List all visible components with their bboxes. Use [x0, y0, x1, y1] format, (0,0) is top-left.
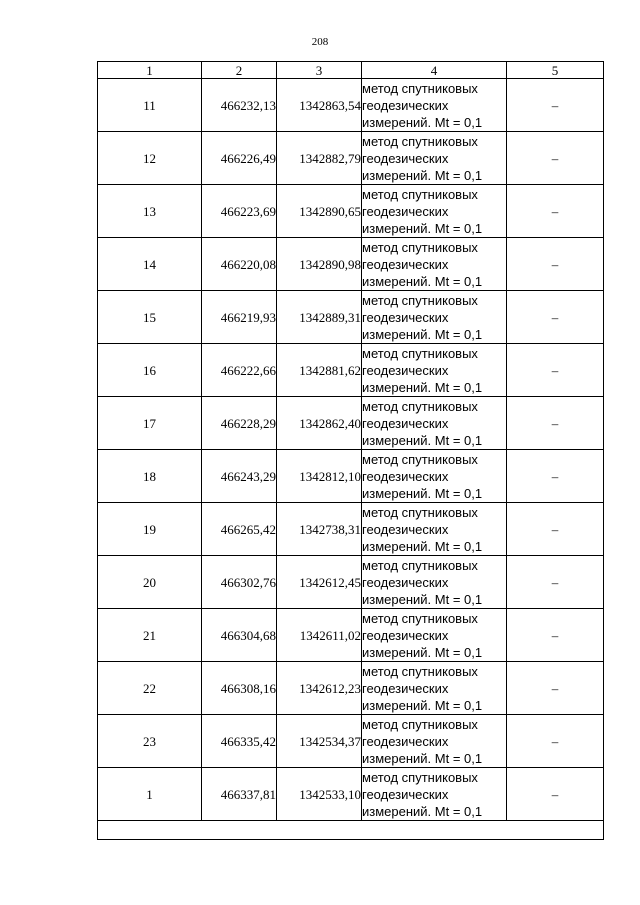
method-line: метод спутниковых — [362, 610, 478, 626]
method-line: измерений. Mt = 0,1 — [362, 379, 483, 395]
header-cell-5: 5 — [507, 62, 604, 79]
coordinate-y: 1342533,10 — [277, 768, 362, 821]
table-row — [98, 768, 604, 821]
method-line: метод спутниковых — [362, 663, 478, 679]
empty-row — [98, 821, 604, 840]
method-line: измерений. Mt = 0,1 — [362, 697, 483, 713]
method-line: метод спутниковых — [362, 557, 478, 573]
table-row — [98, 556, 604, 609]
method-line: метод спутниковых — [362, 716, 478, 732]
point-number: 20 — [98, 556, 202, 609]
coordinate-x: 466219,93 — [202, 291, 277, 344]
method-line: метод спутниковых — [362, 80, 478, 96]
point-number: 15 — [98, 291, 202, 344]
note-cell: – — [507, 768, 604, 821]
table-row — [98, 79, 604, 132]
method-description — [362, 132, 507, 185]
note-cell: – — [507, 609, 604, 662]
table-row — [98, 609, 604, 662]
coordinate-y: 1342612,45 — [277, 556, 362, 609]
coordinate-x: 466223,69 — [202, 185, 277, 238]
coordinate-x: 466232,13 — [202, 79, 277, 132]
method-line: измерений. Mt = 0,1 — [362, 432, 483, 448]
coordinate-x: 466228,29 — [202, 397, 277, 450]
note-cell: – — [507, 344, 604, 397]
note-cell: – — [507, 556, 604, 609]
point-number: 23 — [98, 715, 202, 768]
table-row — [98, 503, 604, 556]
point-number: 17 — [98, 397, 202, 450]
method-line: метод спутниковых — [362, 504, 478, 520]
coordinate-y: 1342611,02 — [277, 609, 362, 662]
method-description — [362, 79, 507, 132]
header-row — [98, 62, 604, 79]
method-line: геодезических — [362, 362, 449, 378]
page-number: 208 — [311, 36, 329, 48]
method-line: метод спутниковых — [362, 239, 478, 255]
method-line: измерений. Mt = 0,1 — [362, 326, 483, 342]
note-cell: – — [507, 185, 604, 238]
method-line: измерений. Mt = 0,1 — [362, 644, 483, 660]
point-number: 12 — [98, 132, 202, 185]
method-description — [362, 556, 507, 609]
method-line: измерений. Mt = 0,1 — [362, 485, 483, 501]
note-cell: – — [507, 715, 604, 768]
coordinate-y: 1342882,79 — [277, 132, 362, 185]
coordinate-x: 466222,66 — [202, 344, 277, 397]
method-description — [362, 503, 507, 556]
table-row — [98, 397, 604, 450]
method-line: геодезических — [362, 680, 449, 696]
method-line: геодезических — [362, 786, 449, 802]
method-line: измерений. Mt = 0,1 — [362, 591, 483, 607]
point-number: 11 — [98, 79, 202, 132]
table-row — [98, 132, 604, 185]
point-number: 13 — [98, 185, 202, 238]
method-line: геодезических — [362, 203, 449, 219]
method-line: геодезических — [362, 256, 449, 272]
method-line: геодезических — [362, 574, 449, 590]
method-line: метод спутниковых — [362, 133, 478, 149]
note-cell: – — [507, 132, 604, 185]
method-line: геодезических — [362, 627, 449, 643]
method-description — [362, 238, 507, 291]
method-line: геодезических — [362, 521, 449, 537]
note-cell: – — [507, 450, 604, 503]
method-description — [362, 768, 507, 821]
coordinate-x: 466308,16 — [202, 662, 277, 715]
method-line: метод спутниковых — [362, 292, 478, 308]
point-number: 19 — [98, 503, 202, 556]
method-line: метод спутниковых — [362, 345, 478, 361]
coordinates-table — [97, 61, 604, 840]
coordinate-y: 1342890,98 — [277, 238, 362, 291]
point-number: 22 — [98, 662, 202, 715]
method-line: измерений. Mt = 0,1 — [362, 114, 483, 130]
table-row — [98, 291, 604, 344]
table-row — [98, 450, 604, 503]
method-line: измерений. Mt = 0,1 — [362, 750, 483, 766]
note-cell: – — [507, 79, 604, 132]
method-description — [362, 344, 507, 397]
method-line: метод спутниковых — [362, 451, 478, 467]
method-line: метод спутниковых — [362, 186, 478, 202]
table-row — [98, 715, 604, 768]
method-line: геодезических — [362, 468, 449, 484]
table-row — [98, 238, 604, 291]
method-line: метод спутниковых — [362, 398, 478, 414]
table-row — [98, 344, 604, 397]
header-cell-1: 1 — [98, 62, 202, 79]
method-line: геодезических — [362, 733, 449, 749]
point-number: 21 — [98, 609, 202, 662]
coordinate-y: 1342612,23 — [277, 662, 362, 715]
empty-cell — [98, 821, 604, 840]
coordinate-x: 466265,42 — [202, 503, 277, 556]
coordinate-y: 1342862,40 — [277, 397, 362, 450]
coordinate-y: 1342738,31 — [277, 503, 362, 556]
method-line: геодезических — [362, 97, 449, 113]
coordinate-y: 1342881,62 — [277, 344, 362, 397]
header-cell-2: 2 — [202, 62, 277, 79]
note-cell: – — [507, 291, 604, 344]
header-cell-3: 3 — [277, 62, 362, 79]
method-description — [362, 450, 507, 503]
coordinate-x: 466220,08 — [202, 238, 277, 291]
point-number: 14 — [98, 238, 202, 291]
method-line: геодезических — [362, 309, 449, 325]
coordinate-x: 466243,29 — [202, 450, 277, 503]
coordinate-x: 466335,42 — [202, 715, 277, 768]
coordinate-y: 1342890,65 — [277, 185, 362, 238]
method-description — [362, 291, 507, 344]
coordinate-y: 1342889,31 — [277, 291, 362, 344]
point-number: 1 — [98, 768, 202, 821]
note-cell: – — [507, 238, 604, 291]
coordinate-x: 466302,76 — [202, 556, 277, 609]
coordinate-y: 1342812,10 — [277, 450, 362, 503]
method-line: измерений. Mt = 0,1 — [362, 273, 483, 289]
coordinate-x: 466304,68 — [202, 609, 277, 662]
method-line: метод спутниковых — [362, 769, 478, 785]
table-row — [98, 662, 604, 715]
table-body — [98, 79, 604, 840]
method-line: измерений. Mt = 0,1 — [362, 803, 483, 819]
table-row — [98, 185, 604, 238]
method-description — [362, 609, 507, 662]
header-cell-4: 4 — [362, 62, 507, 79]
coordinate-x: 466337,81 — [202, 768, 277, 821]
method-line: геодезических — [362, 415, 449, 431]
note-cell: – — [507, 503, 604, 556]
method-description — [362, 397, 507, 450]
point-number: 18 — [98, 450, 202, 503]
method-description — [362, 185, 507, 238]
coordinate-x: 466226,49 — [202, 132, 277, 185]
method-line: измерений. Mt = 0,1 — [362, 220, 483, 236]
coordinate-y: 1342863,54 — [277, 79, 362, 132]
method-line: геодезических — [362, 150, 449, 166]
coordinate-y: 1342534,37 — [277, 715, 362, 768]
note-cell: – — [507, 397, 604, 450]
method-description — [362, 715, 507, 768]
method-line: измерений. Mt = 0,1 — [362, 538, 483, 554]
point-number: 16 — [98, 344, 202, 397]
method-description — [362, 662, 507, 715]
method-line: измерений. Mt = 0,1 — [362, 167, 483, 183]
note-cell: – — [507, 662, 604, 715]
